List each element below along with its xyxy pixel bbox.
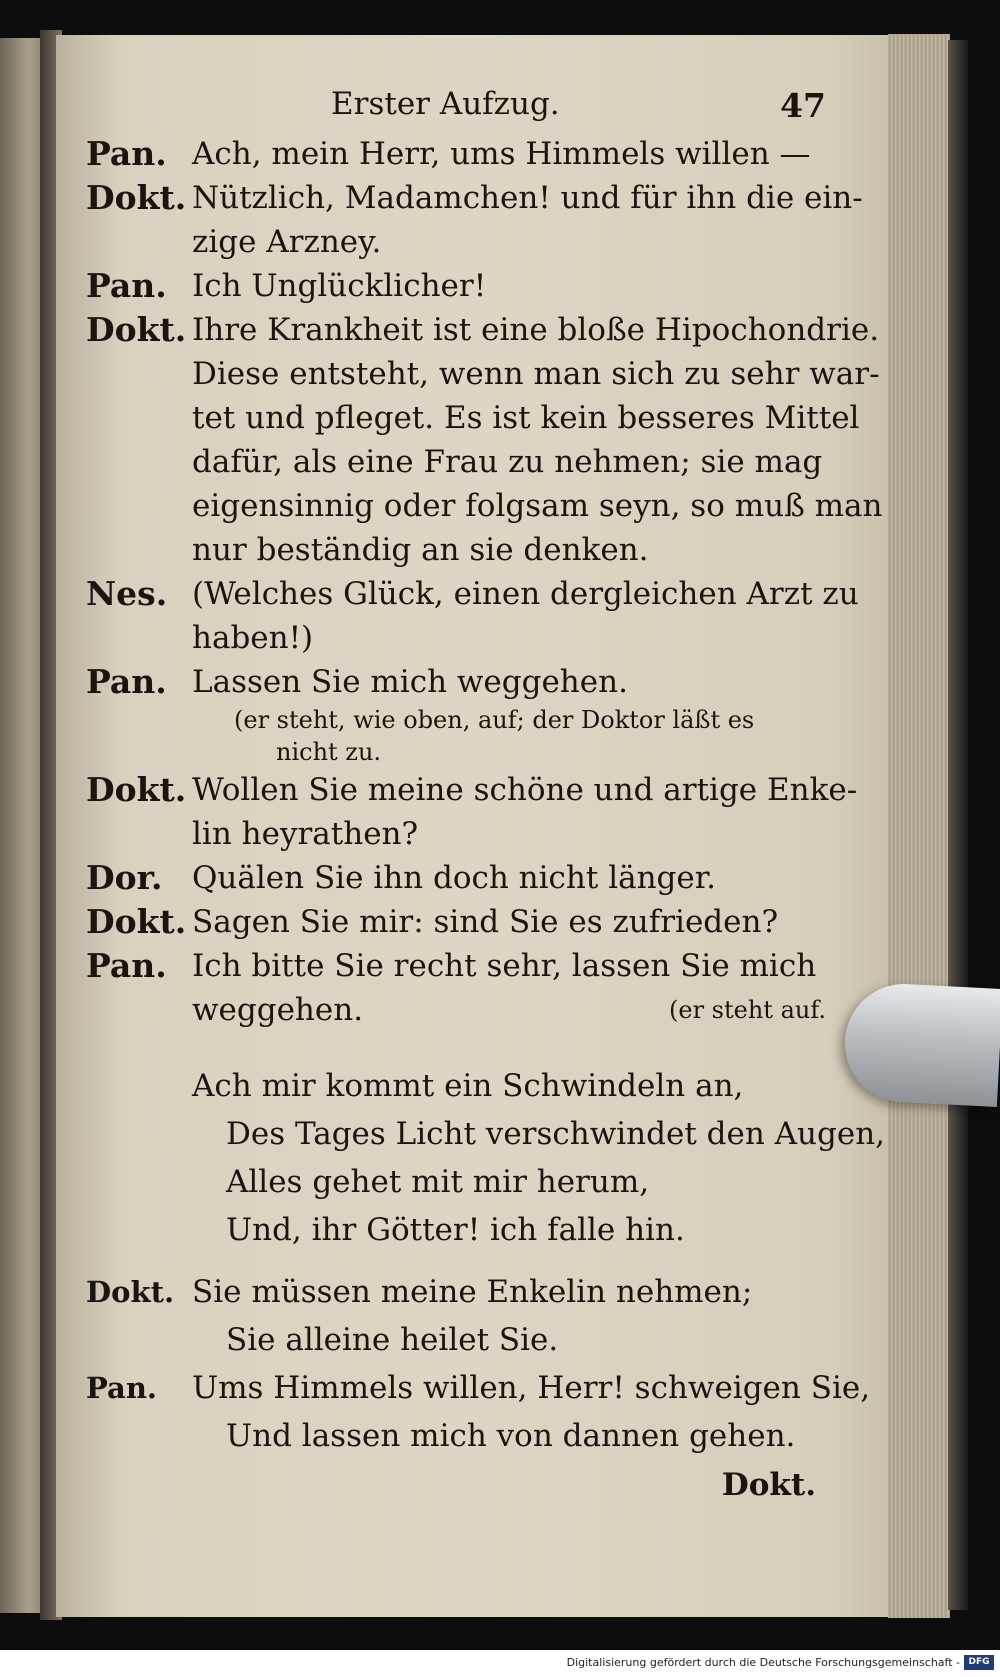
speech-text: Ihre Krankheit ist eine bloße Hipochondrie.	[192, 312, 880, 348]
speaker-name: Pan.	[86, 1371, 157, 1405]
speech-text: eigensinnig oder folgsam seyn, so muß man	[192, 488, 883, 524]
dialogue-line	[86, 812, 826, 856]
speaker-name: Dokt.	[86, 178, 187, 217]
speaker-name: Pan.	[86, 946, 167, 985]
page-stack-edge	[888, 34, 950, 1618]
speaker-name: Dor.	[86, 858, 163, 897]
dialogue-line	[86, 132, 826, 176]
dialogue-line	[86, 396, 860, 440]
speaker-name: Dokt.	[86, 902, 187, 941]
stage-direction-line: (er steht, wie oben, auf; der Doktor läßt es	[234, 706, 755, 734]
dialogue-line	[86, 616, 826, 660]
speaker-name: Pan.	[86, 266, 167, 305]
dialogue-block-2	[86, 768, 858, 1032]
dfg-logo-icon: DFG	[964, 1655, 994, 1670]
speech-text: Sagen Sie mir: sind Sie es zufrieden?	[192, 904, 779, 940]
dialogue-line	[86, 484, 883, 528]
speech-text: (Welches Glück, einen dergleichen Arzt zu	[192, 576, 859, 612]
dialogue-line	[86, 264, 826, 308]
speech-text: Nützlich, Madamchen! und für ihn die ein-	[192, 180, 863, 216]
dialogue-line	[86, 308, 880, 352]
speaker-name: Nes.	[86, 574, 168, 613]
verse-line	[86, 1206, 826, 1254]
verse-line	[86, 1062, 826, 1110]
funding-credit: Digitalisierung gefördert durch die Deutsche Forschungsgemeinschaft -	[566, 1656, 960, 1669]
dialogue-line	[86, 900, 826, 944]
speech-text: Lassen Sie mich weggehen.	[192, 664, 628, 700]
verse-text: Und lassen mich von dannen gehen.	[226, 1418, 796, 1454]
speech-text: zige Arzney.	[192, 224, 382, 260]
dialogue-line	[86, 988, 826, 1032]
speech-text: Quälen Sie ihn doch nicht länger.	[192, 860, 717, 896]
verse-line	[86, 1268, 826, 1316]
verse-spacer	[86, 1032, 826, 1062]
speech-text: weggehen.	[192, 992, 364, 1028]
speaker-name: Dokt.	[86, 770, 187, 809]
dialogue-line	[86, 944, 826, 988]
dialogue-line	[86, 572, 859, 616]
verse-text: Und, ihr Götter! ich falle hin.	[226, 1212, 685, 1248]
catchword-line	[86, 1460, 826, 1510]
verse-text: Des Tages Licht verschwindet den Augen,	[226, 1116, 886, 1152]
page-number: 47	[780, 86, 826, 125]
verse-line	[86, 1110, 886, 1158]
speaker-name: Pan.	[86, 662, 167, 701]
speaker-name: Pan.	[86, 134, 167, 173]
dialogue-line	[86, 352, 880, 396]
verse-text: Ach mir kommt ein Schwindeln an,	[192, 1068, 744, 1104]
dialogue-block	[86, 132, 883, 704]
catchword: Dokt.	[721, 1467, 816, 1503]
speech-text: Diese entsteht, wenn man sich zu sehr war-	[192, 356, 880, 392]
verse-line	[86, 1158, 826, 1206]
dialogue-line	[86, 768, 858, 812]
dialogue-line	[86, 528, 826, 572]
verse-text: Alles gehet mit mir herum,	[226, 1164, 650, 1200]
dialogue-line	[86, 660, 826, 704]
speech-text: Wollen Sie meine schöne und artige Enke-	[192, 772, 858, 808]
verse-line	[86, 1316, 826, 1364]
verse-spacer	[86, 1254, 826, 1268]
verse-block	[86, 1062, 886, 1254]
running-title: Erster Aufzug.	[331, 86, 560, 122]
speech-text: Ach, mein Herr, ums Himmels willen —	[192, 136, 811, 172]
speech-text: nur beständig an sie denken.	[192, 532, 649, 568]
footer	[0, 1650, 1000, 1677]
page-holder-clip	[842, 981, 1000, 1107]
page-stack-shadow	[948, 40, 968, 1610]
verse-block-2	[86, 1268, 871, 1460]
verse-text: Sie alleine heilet Sie.	[226, 1322, 559, 1358]
inline-stage-direction: (er steht auf.	[669, 996, 826, 1024]
speaker-name: Dokt.	[86, 310, 187, 349]
speech-text: lin heyrathen?	[192, 816, 419, 852]
verse-line	[86, 1412, 826, 1460]
verse-text: Ums Himmels willen, Herr! schweigen Sie,	[192, 1370, 871, 1406]
dialogue-line	[86, 220, 826, 264]
verse-line	[86, 1364, 871, 1412]
page-text	[86, 80, 886, 1510]
speech-text: dafür, als eine Frau zu nehmen; sie mag	[192, 444, 823, 480]
stage-direction-line: nicht zu.	[276, 738, 382, 766]
speech-text: haben!)	[192, 620, 314, 656]
speaker-name: Dokt.	[86, 1275, 175, 1309]
dialogue-line	[86, 440, 826, 484]
dialogue-line	[86, 176, 863, 220]
verse-text: Sie müssen meine Enkelin nehmen;	[192, 1274, 753, 1310]
page-header	[86, 80, 826, 132]
stage-direction	[86, 704, 826, 768]
speech-text: Ich bitte Sie recht sehr, lassen Sie mich	[192, 948, 817, 984]
dialogue-line	[86, 856, 826, 900]
speech-text: tet und pfleget. Es ist kein besseres Mittel	[192, 400, 860, 436]
speech-text: Ich Unglücklicher!	[192, 268, 487, 304]
